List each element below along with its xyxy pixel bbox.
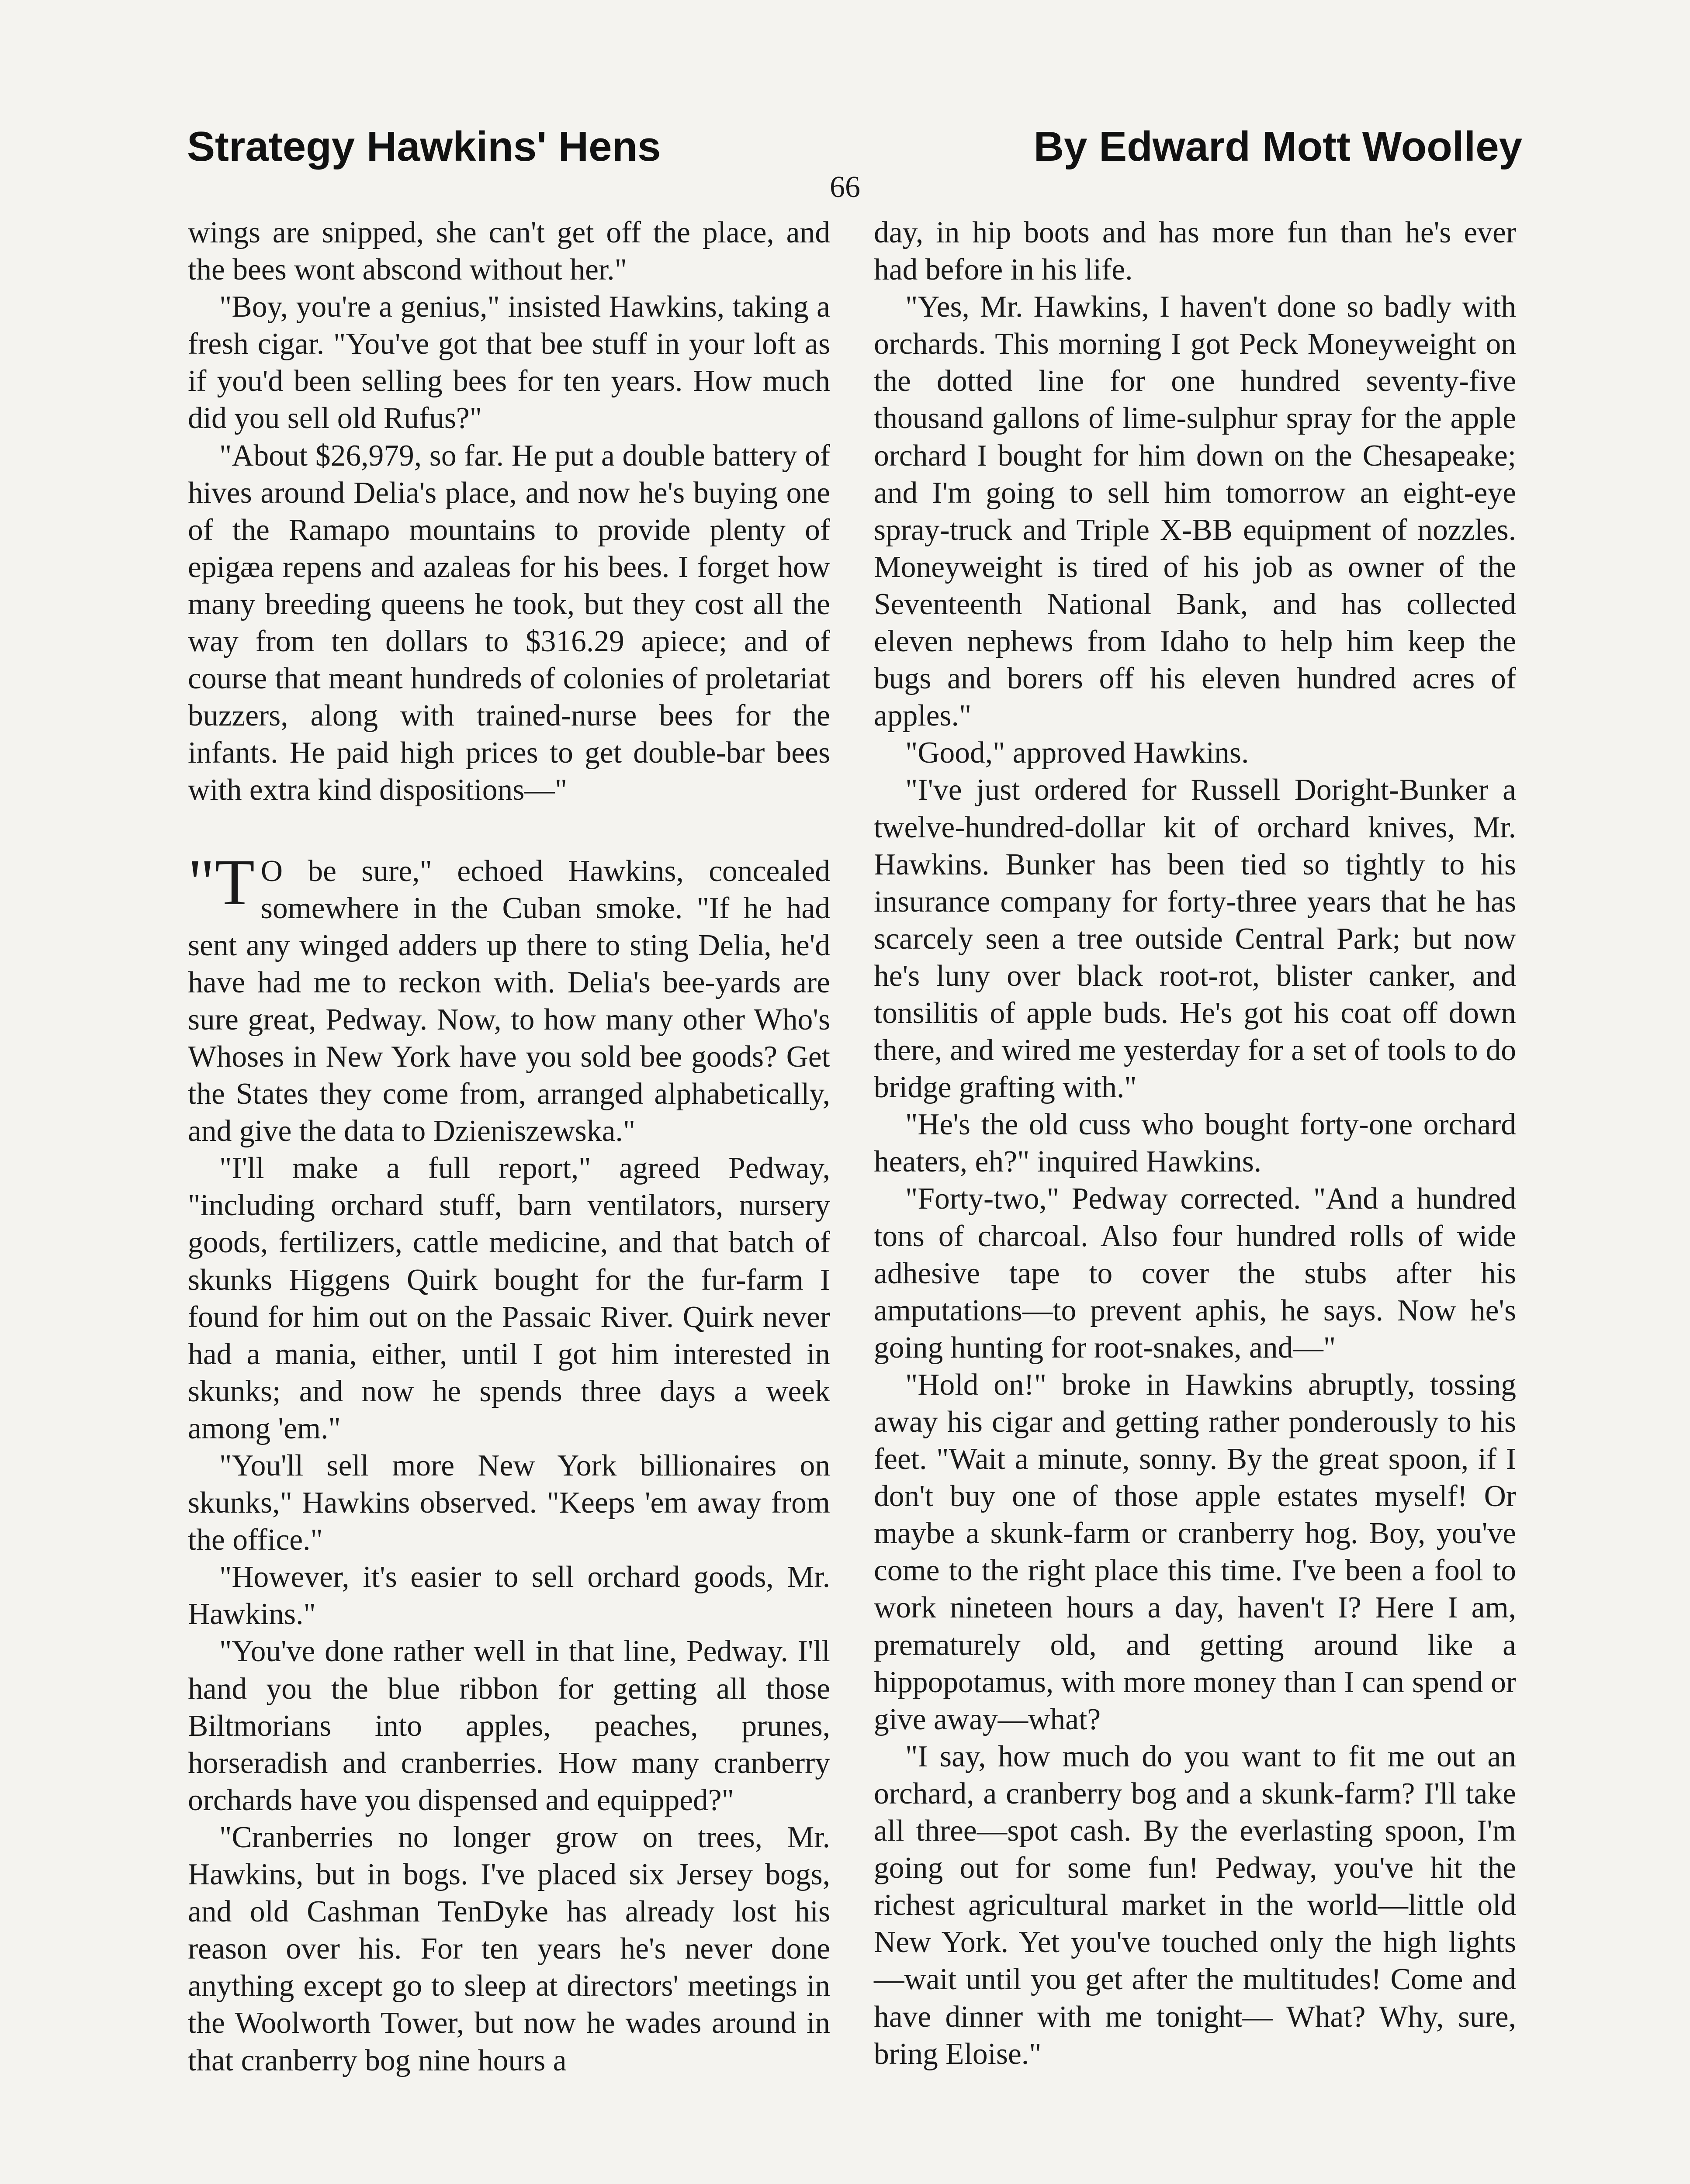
paragraph-text: O be sure," echoed Hawkins, concealed somewhere in the Cuban smoke. "If he had sent any winged adders up there to sting Delia, he'd have had me to reckon with. Delia's bee-yards are sure great, Pedway. Now, to how many other Who's Whoses in New York have you sold bee goods? Get the States they come from, arranged alphabetically, and give the data to Dzieniszewska." [188, 854, 830, 1148]
paragraph: "You've done rather well in that line, Pedway. I'll hand you the blue ribbon for getting all those Biltmorians into apples, peaches, prunes, horseradish and cranberries. How many cranberry orchards have you dispensed and equipped?" [188, 1635, 830, 1817]
paragraph: "Forty-two," Pedway corrected. "And a hundred tons of charcoal. Also four hundred rolls of wide adhesive tape to cover the stubs after his amputations—to prevent aphis, he says. Now he's going hunting for root-snakes, and—" [874, 1182, 1516, 1365]
text-column-left [188, 214, 830, 2079]
author-byline: By Edward Mott Woolley [1033, 123, 1522, 170]
paragraph: "Cranberries no longer grow on trees, Mr. Hawkins, but in bogs. I've placed six Jersey bogs, and old Cashman TenDyke has already lost his reason over his. For ten years he's never done anything except go to sleep at directors' meetings in the Woolworth Tower, but now he wades around in that cranberry bog nine hours a [188, 1820, 830, 2077]
paragraph: "I've just ordered for Russell Doright-Bunker a twelve-hundred-dollar kit of orchard knives, Mr. Hawkins. Bunker has been tied so tightly to his insurance company for forty-three years that he has scarcely seen a tree outside Central Park; but now he's luny over black root-rot, blister canker, and tonsilitis of apple buds. He's got his coat off down there, and wired me yesterday for a set of tools to do bridge grafting with." [874, 773, 1516, 1105]
paragraph: "Hold on!" broke in Hawkins abruptly, tossing away his cigar and getting rather ponderously to his feet. "Wait a minute, sonny. By the great spoon, if I don't buy one of those apple estates myself! Or maybe a skunk-farm or cranberry hog. Boy, you've come to the right place this time. I've been a fool to work nineteen hours a day, haven't I? Here I am, prematurely old, and getting around like a hippopotamus, with more money than I can spend or give away—what? [874, 1368, 1516, 1736]
paragraph: "Yes, Mr. Hawkins, I haven't done so badly with orchards. This morning I got Peck Moneyweight on the dotted line for one hundred seventy-five thousand gallons of lime-sulphur spray for the apple orchard I bought for him down on the Chesapeake; and I'm going to sell him tomorrow an eight-eye spray-truck and Triple X-BB equipment of nozzles. Moneyweight is tired of his job as owner of the Seventeenth National Bank, and has collected eleven nephews from Idaho to help him keep the bugs and borers off his eleven hundred acres of apples." [874, 290, 1516, 733]
paragraph: "I say, how much do you want to fit me out an orchard, a cranberry bog and a skunk-farm? I'll take all three—spot cash. By the everlasting spoon, I'm going out for some fun! Pedway, you've hit the richest agricultural market in the world—little old New York. Yet you've touched only the high lights—wait until you get after the multitudes! Come and have dinner with me tonight— What? Why, sure, bring Eloise." [874, 1739, 1516, 2071]
paragraph: "You'll sell more New York billionaires on skunks," Hawkins observed. "Keeps 'em away from the office." [188, 1449, 830, 1557]
paragraph-dropcap [188, 846, 830, 1150]
paragraph: "Good," approved Hawkins. [905, 736, 1249, 770]
page-number: 66 [830, 170, 860, 204]
text-column-right [874, 214, 1516, 2073]
paragraph: "I'll make a full report," agreed Pedway, "including orchard stuff, barn ventilators, nursery goods, fertilizers, cattle medicine, and that batch of skunks Higgens Quirk bought for the fur-farm I found for him out on the Passaic River. Quirk never had a mania, either, until I got him interested in skunks; and now he spends three days a week among 'em." [188, 1151, 830, 1445]
paragraph: day, in hip boots and has more fun than he's ever had before in his life. [874, 216, 1516, 287]
paragraph: "However, it's easier to sell orchard goods, Mr. Hawkins." [188, 1560, 830, 1631]
drop-cap: "T [188, 846, 255, 919]
paragraph: wings are snipped, she can't get off the place, and the bees wont abscond without her." [188, 216, 830, 287]
paragraph: "He's the old cuss who bought forty-one orchard heaters, eh?" inquired Hawkins. [874, 1108, 1516, 1179]
paragraph: "About $26,979, so far. He put a double battery of hives around Delia's place, and now he's buying one of the Ramapo mountains to provide plenty of epigæa repens and azaleas for his bees. I forget how many breeding queens he took, but they cost all the way from ten dollars to $316.29 apiece; and of course that meant hundreds of colonies of proletariat buzzers, along with trained-nurse bees for the infants. He paid high prices to get double-bar bees with extra kind dispositions—" [188, 439, 830, 807]
story-title: Strategy Hawkins' Hens [187, 123, 661, 170]
paragraph: "Boy, you're a genius," insisted Hawkins, taking a fresh cigar. "You've got that bee stuff in your loft as if you'd been selling bees for ten years. How much did you sell old Rufus?" [188, 290, 830, 435]
